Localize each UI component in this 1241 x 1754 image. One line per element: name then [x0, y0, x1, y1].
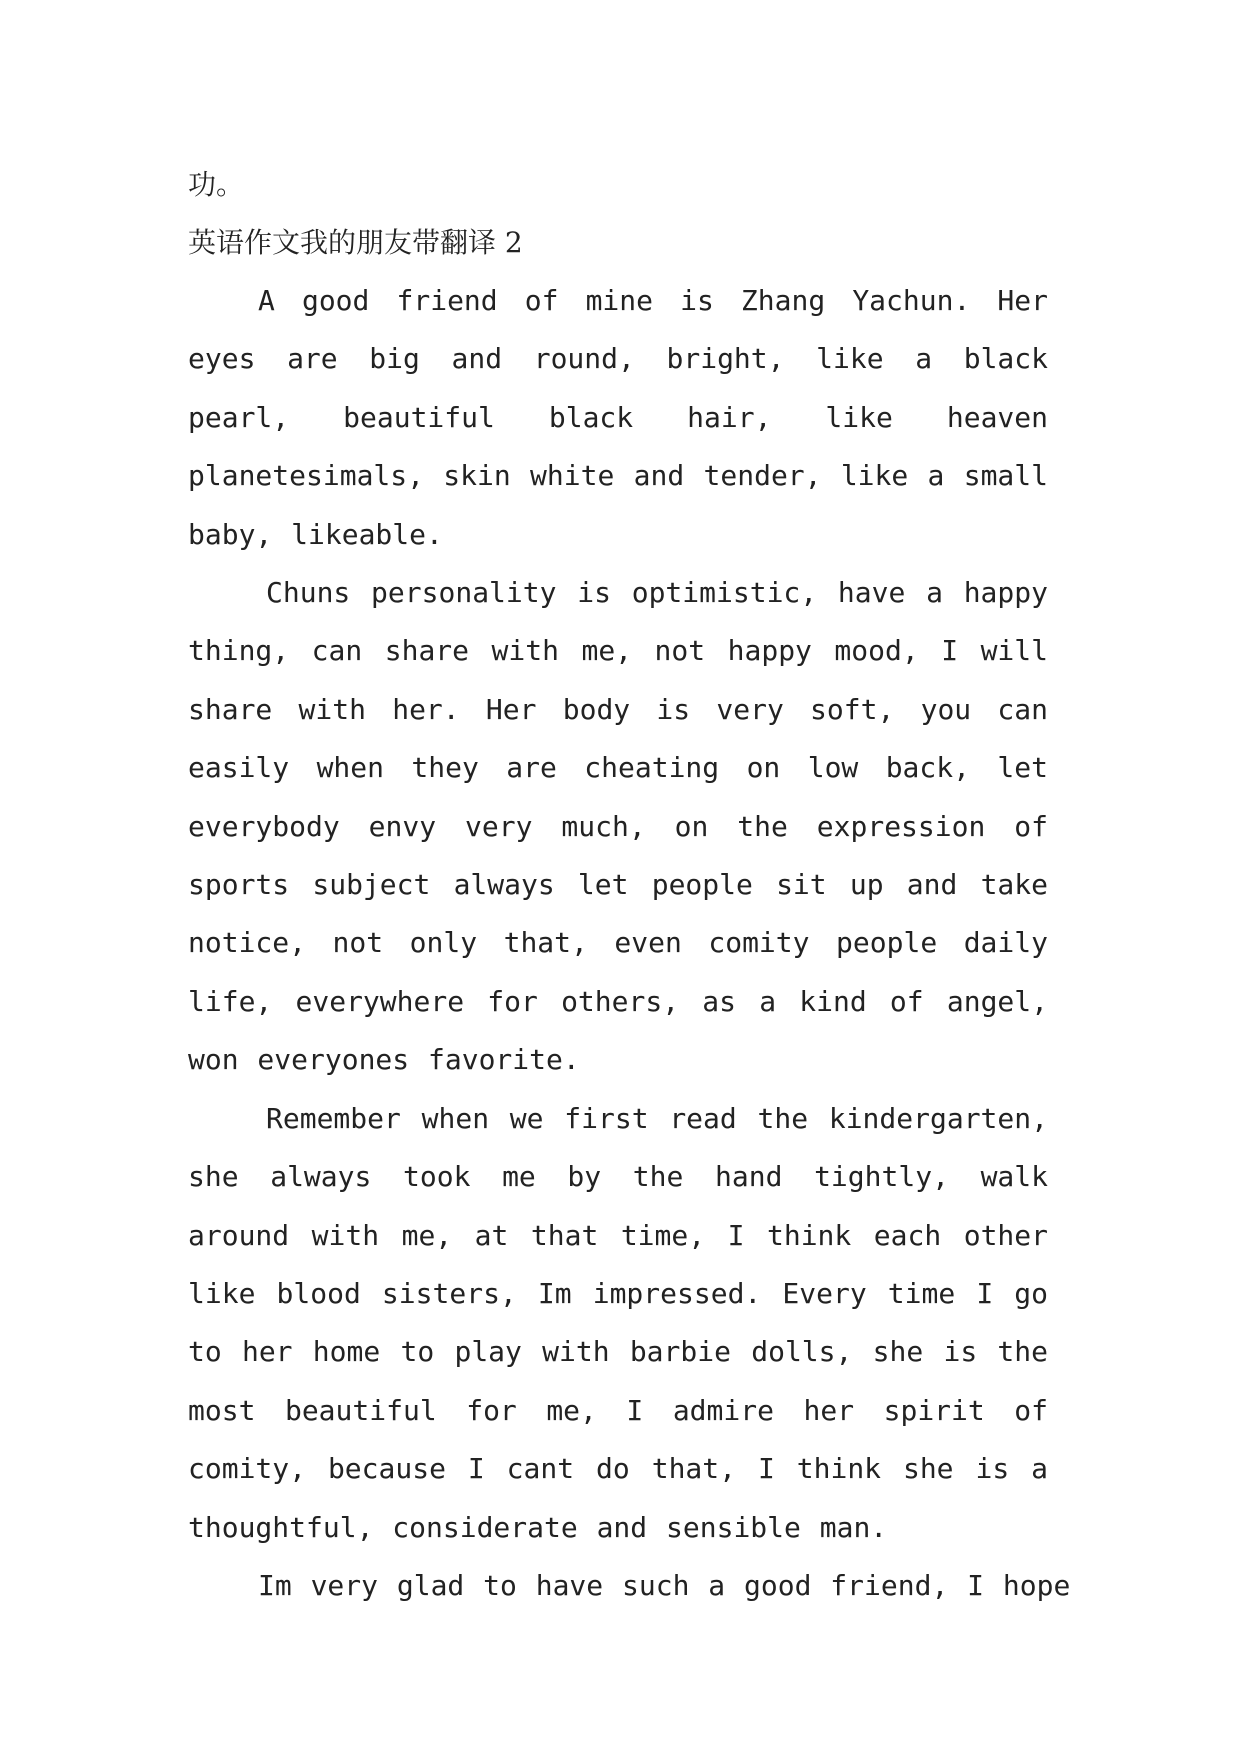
paragraph-2: Chuns personality is optimistic, have a happy thing, can share with me, not happy mood, I will share with her. Her body is very soft, you can easily when they are cheating on low back, let everybody envy very much, on the expression of sports subject always let people sit up and take notice, not only that, even comity people daily life, everywhere for others, as a kind of angel, won everyones favorite.	[188, 576, 1048, 1077]
continued-text-line: 功。	[188, 168, 245, 201]
paragraph-3: Remember when we first read the kindergarten, she always took me by the hand tightly, walk around with me, at that time, I think each other like blood sisters, Im impressed. Every time I go to her home to play with barbie dolls, she is the most beautiful for me, I admire her spirit of comity, because I cant do that, I think she is a thoughtful, considerate and sensible man.	[188, 1101, 1048, 1544]
paragraph-1: A good friend of mine is Zhang Yachun. Her eyes are big and round, bright, like a black pearl, beautiful black hair, like heaven planetesimals, skin white and tender, like a small baby, likeable.	[188, 284, 1048, 551]
paragraph-4: Im very glad to have such a good friend, I hope	[258, 1568, 1071, 1602]
document-body	[188, 156, 1071, 1615]
section-heading: 英语作文我的朋友带翻译 2	[188, 226, 523, 259]
